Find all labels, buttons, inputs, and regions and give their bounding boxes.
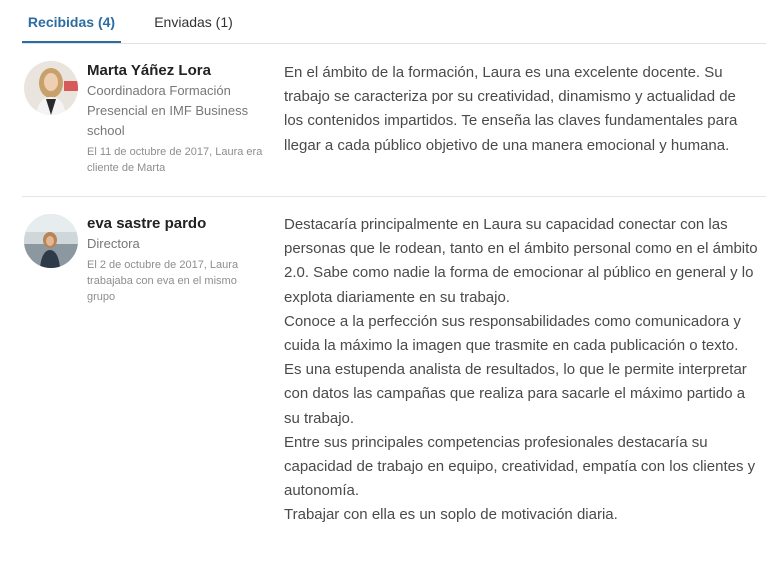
- recommender-name[interactable]: eva sastre pardo: [87, 215, 207, 232]
- recommendation-paragraph: Entre sus principales competencias profesionales destacaría su capacidad de trabajo en equipo, creatividad, empatía con los clientes y autonomía.: [284, 433, 756, 500]
- recommendation-tabs: [22, 0, 766, 44]
- recommendation-meta: El 2 de octubre de 2017, Laura trabajaba con eva en el mismo grupo: [87, 259, 239, 303]
- avatar[interactable]: [24, 61, 78, 115]
- recommendation-item: [22, 197, 766, 566]
- recommendation-paragraph: En el ámbito de la formación, Laura es una excelente docente. Su trabajo se caracteriza por su creatividad, dinamismo y actualidad de los contenidos impartidos. Te enseña las claves fundamentales para llegar a cada público objetivo de una manera emocional y humana.: [284, 64, 738, 154]
- tab-sent[interactable]: Enviadas (1): [154, 14, 233, 30]
- recommendation-paragraph: Trabajar con ella es un soplo de motivación diaria.: [284, 506, 618, 524]
- recommendation-item: [22, 44, 766, 197]
- tab-received[interactable]: Recibidas (4): [22, 0, 121, 43]
- recommender-headline: Coordinadora Formación Presencial en IMF Business school: [87, 83, 249, 138]
- recommender-headline: Directora: [87, 236, 140, 251]
- recommendation-text: [284, 213, 759, 528]
- recommender-info: [87, 61, 267, 176]
- recommendation-text: [284, 61, 759, 158]
- recommender-name[interactable]: Marta Yáñez Lora: [87, 62, 211, 79]
- recommendation-meta: El 11 de octubre de 2017, Laura era cliente de Marta: [87, 146, 263, 174]
- recommendation-paragraph: Destacaría principalmente en Laura su capacidad conectar con las personas que le rodean, tanto en el ámbito personal como en el ámbito 2.0. Sabe como nadie la forma de emocionar al público en general y lo explota diariamente en su trabajo.: [284, 216, 758, 306]
- recommender-info: [87, 214, 267, 305]
- recommendation-paragraph: Es una estupenda analista de resultados, lo que le permite interpretar con datos las campañas que realiza para sacarle el máximo partido a su trabajo.: [284, 361, 747, 427]
- recommendation-paragraph: Conoce a la perfección sus responsabilidades como comunicadora y cuida la máximo la imagen que trasmite en cada publicación o texto.: [284, 312, 741, 355]
- avatar[interactable]: [24, 214, 78, 268]
